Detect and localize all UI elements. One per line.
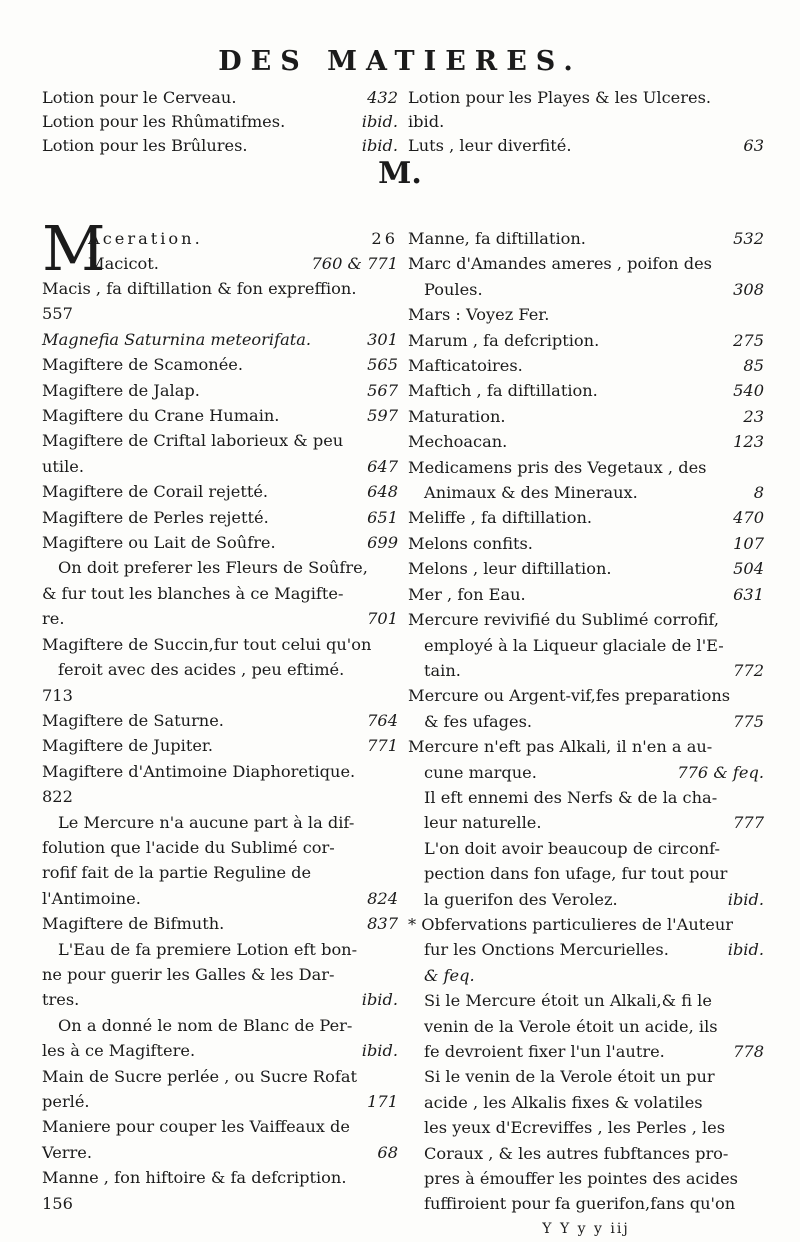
entry-page: ibid. <box>727 889 764 909</box>
entry-page: 107 <box>733 533 764 553</box>
entry-page: 26 <box>371 229 398 248</box>
entry-line <box>42 1013 398 1038</box>
entry-text: fuffiroient pour fa guerifon,fans qu'on <box>424 1194 736 1214</box>
entry-text: * Obfervations particulieres de l'Auteur <box>408 914 733 934</box>
entry-text: ne pour guerir les Galles & les Dar- <box>42 964 335 984</box>
entry-line <box>42 1191 398 1216</box>
entry-page: 308 <box>733 279 764 299</box>
entry-text: employé à la Liqueur glaciale de l'E- <box>424 635 724 655</box>
entry-text: feroit avec des acides , peu eftimé. <box>58 660 345 680</box>
entry-line <box>408 734 764 759</box>
entry-page: 63 <box>743 136 764 155</box>
entry-text: tres. <box>42 990 80 1010</box>
entry-line <box>42 733 398 758</box>
entry-text: Mercure revivifié du Sublimé corrofif, <box>408 610 719 630</box>
entry-line <box>88 251 398 276</box>
entry-page: 171 <box>367 1092 398 1111</box>
entry-text: Maniere pour couper les Vaiffeaux de <box>42 1117 350 1137</box>
entry-line <box>42 581 398 606</box>
entry-line <box>42 708 398 733</box>
entry-text: Si le venin de la Verole étoit un pur <box>424 1067 715 1087</box>
index-column-right <box>408 226 764 1242</box>
entry-text: Lotion pour les Rhûmatifmes. <box>42 112 286 131</box>
entry-line <box>408 328 764 353</box>
entry-line <box>408 1191 764 1216</box>
entry-text: Coraux , & les autres fubftances pro- <box>424 1143 729 1163</box>
entry-page: 764 <box>367 710 398 730</box>
entry-page: 647 <box>367 456 398 476</box>
entry-list <box>408 226 764 1217</box>
entry-line <box>408 134 764 158</box>
entry-text: Magiftere de Saturne. <box>42 710 224 730</box>
entry-page: 301 <box>367 329 398 349</box>
entry-text: Manne, fa diftillation. <box>408 229 586 248</box>
entry-line <box>408 404 764 429</box>
entry-page: 565 <box>367 355 398 375</box>
entry-line <box>408 302 764 327</box>
entry-line <box>408 1141 764 1166</box>
entry-text: Melons confits. <box>408 533 533 553</box>
entry-line <box>42 860 398 885</box>
entry-text: Lotion pour les Brûlures. <box>42 136 248 155</box>
entry-line <box>408 963 764 988</box>
entry-text: Macicot. <box>88 254 159 273</box>
entry-line <box>408 607 764 632</box>
entry-line <box>408 1090 764 1115</box>
entry-page: 648 <box>367 482 398 502</box>
signature-mark: Y Y y y iij <box>542 1220 630 1237</box>
entry-line <box>408 110 764 134</box>
entry-line <box>42 987 398 1012</box>
entry-text: Magiftere de Corail rejetté. <box>42 482 269 502</box>
entry-line <box>42 403 398 428</box>
entry-text: les à ce Magiftere. <box>42 1041 196 1061</box>
entry-text: Lotion pour le Cerveau. <box>42 88 237 107</box>
entry-page: 777 <box>733 813 764 833</box>
entry-line <box>408 709 764 734</box>
entry-line <box>42 911 398 936</box>
entry-line <box>42 657 398 682</box>
entry-text: re. <box>42 609 65 629</box>
entry-text: & fes ufages. <box>424 711 533 731</box>
entry-text: Si le Mercure étoit un Alkali,& fi le <box>424 991 712 1011</box>
entry-line <box>408 836 764 861</box>
entry-text: les yeux d'Ecreviffes , les Perles , les <box>424 1118 726 1138</box>
entry-text: Maturation. <box>408 406 506 426</box>
entry-line <box>408 455 764 480</box>
entry-line <box>42 86 398 110</box>
entry-text: acide , les Alkalis fixes & volatiles <box>424 1092 703 1112</box>
entry-text: Verre. <box>42 1142 92 1162</box>
entry-line <box>408 582 764 607</box>
entry-page: 275 <box>733 330 764 350</box>
entry-text: pection dans fon ufage, fur tout pour <box>424 864 728 884</box>
entry-line <box>408 556 764 581</box>
entry-text: Magiftere ou Lait de Soûfre. <box>42 533 276 553</box>
entry-page: 567 <box>367 380 398 400</box>
entry-text: Luts , leur diverfité. <box>408 136 572 155</box>
entry-page: 837 <box>367 914 398 934</box>
entry-text: Poules. <box>424 279 483 299</box>
entry-text: Magiftere de Scamonée. <box>42 355 244 375</box>
entry-text: & feq. <box>424 965 475 985</box>
entry-line <box>42 962 398 987</box>
entry-line <box>408 810 764 835</box>
entry-text: Aceration. <box>88 229 203 248</box>
entry-line <box>408 480 764 505</box>
entry-line <box>408 277 764 302</box>
entry-text: utile. <box>42 456 85 476</box>
entry-line <box>42 327 398 352</box>
entry-line <box>408 353 764 378</box>
entry-line <box>408 912 764 937</box>
entry-text: cune marque. <box>424 762 537 782</box>
entry-page: 701 <box>367 609 398 629</box>
entry-text: venin de la Verole étoit un acide, ils <box>424 1016 718 1036</box>
entry-text: Meliffe , fa diftillation. <box>408 508 593 528</box>
entry-line <box>42 810 398 835</box>
entry-text: folution que l'acide du Sublimé cor- <box>42 837 335 857</box>
entry-line <box>88 226 398 251</box>
entry-line <box>408 1115 764 1140</box>
entry-line <box>42 479 398 504</box>
entry-page: 540 <box>733 381 764 401</box>
entry-line <box>42 428 398 453</box>
entry-line <box>408 887 764 912</box>
entry-page: 123 <box>733 432 764 452</box>
entry-line <box>408 1064 764 1089</box>
entry-page: 8 <box>753 483 764 503</box>
entry-text: la guerifon des Verolez. <box>424 889 618 909</box>
entry-text: pres à émouffer les pointes des acides <box>424 1169 738 1189</box>
entry-line <box>408 861 764 886</box>
index-column-left <box>42 212 398 1216</box>
entry-page: 432 <box>367 88 398 107</box>
entry-line <box>42 378 398 403</box>
entry-line <box>42 1089 398 1114</box>
entry-text: fe devroient fixer l'un l'autre. <box>424 1042 665 1061</box>
entry-text: Magiftere de Bifmuth. <box>42 914 225 934</box>
entry-text: Main de Sucre perlée , ou Sucre Rofat <box>42 1066 358 1086</box>
entry-page: 775 <box>733 711 764 731</box>
entry-line <box>42 759 398 784</box>
entry-line <box>42 134 398 158</box>
entry-line <box>42 1038 398 1063</box>
entry-text: leur naturelle. <box>424 813 542 833</box>
entry-text: On a donné le nom de Blanc de Per- <box>58 1015 353 1035</box>
entry-line <box>408 251 764 276</box>
entry-page: 68 <box>377 1142 398 1162</box>
entry-text: 822 <box>42 787 73 807</box>
entry-line <box>408 1039 764 1064</box>
entry-line <box>408 1166 764 1191</box>
entry-text: Macis , fa diftillation & fon expreffion. <box>42 279 357 298</box>
entry-text: L'on doit avoir beaucoup de circonf- <box>424 838 721 858</box>
entry-text: Medicamens pris des Vegetaux , des <box>408 457 707 477</box>
entry-text: Melons , leur diftillation. <box>408 559 612 579</box>
entry-text: perlé. <box>42 1092 90 1111</box>
entry-text: Mer , fon Eau. <box>408 584 526 604</box>
entry-page: 470 <box>733 508 764 528</box>
entry-page: 778 <box>733 1042 764 1061</box>
entry-page: 699 <box>367 533 398 553</box>
entry-text: Il eft ennemi des Nerfs & de la cha- <box>424 787 718 807</box>
entry-line <box>408 937 764 962</box>
entry-text: Mafticatoires. <box>408 356 523 376</box>
entry-line <box>408 429 764 454</box>
entry-text: Maftich , fa diftillation. <box>408 381 598 401</box>
entry-page: 771 <box>367 736 398 756</box>
entry-text: ibid. <box>408 112 445 131</box>
entry-line <box>42 683 398 708</box>
entry-line <box>42 606 398 631</box>
entry-page: 776 & feq. <box>677 762 764 782</box>
entry-page: ibid. <box>361 136 398 155</box>
entry-line <box>42 505 398 530</box>
entry-line <box>42 937 398 962</box>
entry-text: fur les Onctions Mercurielles. <box>424 940 669 960</box>
entry-line <box>408 633 764 658</box>
section-letter: M. <box>378 156 422 191</box>
entry-text: Magiftere de Criftal laborieux & peu <box>42 431 344 451</box>
entry-text: Mars : Voyez Fer. <box>408 305 550 325</box>
top-entries-left <box>42 86 398 158</box>
entry-text: Magiftere de Jupiter. <box>42 736 214 756</box>
entry-page: 631 <box>733 584 764 604</box>
entry-line <box>408 785 764 810</box>
entry-text: Magiftere d'Antimoine Diaphoretique. <box>42 761 356 781</box>
entry-line <box>408 760 764 785</box>
entry-text: 557 <box>42 304 73 324</box>
entry-line <box>408 531 764 556</box>
entry-text: rofif fait de la partie Reguline de <box>42 863 312 883</box>
entry-line <box>42 886 398 911</box>
entry-line <box>42 352 398 377</box>
entry-line <box>42 632 398 657</box>
entry-page: 772 <box>733 660 764 680</box>
entry-line <box>408 1014 764 1039</box>
entry-line <box>42 555 398 580</box>
running-head: DES MATIERES. <box>218 46 582 77</box>
entry-line <box>408 378 764 403</box>
entry-line <box>42 301 398 326</box>
top-entries-right <box>408 86 764 158</box>
entry-line <box>408 86 764 110</box>
entry-page: 23 <box>743 406 764 426</box>
entry-text: l'Antimoine. <box>42 888 141 908</box>
drop-cap: M <box>42 212 106 285</box>
entry-text: Lotion pour les Playes & les Ulceres. <box>408 88 712 107</box>
entry-page: 504 <box>733 559 764 579</box>
entry-text: Mercure ou Argent-vif,fes preparations <box>408 686 731 706</box>
entry-page: 597 <box>367 406 398 426</box>
entry-text: Mercure n'eft pas Alkali, il n'en a au- <box>408 737 713 757</box>
entry-text: Mechoacan. <box>408 432 508 452</box>
entry-line <box>408 683 764 708</box>
entry-page: 651 <box>367 507 398 527</box>
entry-line <box>408 988 764 1013</box>
entry-line <box>42 1064 398 1089</box>
entry-page: 532 <box>733 229 764 248</box>
entry-line <box>408 505 764 530</box>
entry-line <box>42 1165 398 1190</box>
entry-line <box>408 226 764 251</box>
entry-text: Manne , fon hiftoire & fa defcription. <box>42 1168 347 1188</box>
entry-line <box>42 1140 398 1165</box>
entry-text: Magnefia Saturnina meteorifata. <box>42 329 312 349</box>
first-entry <box>42 212 398 285</box>
entry-text: Magiftere de Succin,fur tout celui qu'on <box>42 634 372 654</box>
entry-line <box>42 110 398 134</box>
entry-line <box>42 454 398 479</box>
entry-text: Le Mercure n'a aucune part à la dif- <box>58 812 355 832</box>
entry-page: 85 <box>743 356 764 376</box>
entry-text: Marc d'Amandes ameres , poifon des <box>408 254 712 274</box>
entry-text: & fur tout les blanches à ce Magifte- <box>42 583 344 603</box>
entry-text: Animaux & des Mineraux. <box>424 483 638 503</box>
entry-text: Magiftere de Jalap. <box>42 380 200 400</box>
entry-text: 713 <box>42 685 73 705</box>
entry-text: On doit preferer les Fleurs de Soûfre, <box>58 558 368 578</box>
entry-page: ibid. <box>361 1041 398 1061</box>
entry-text: L'Eau de fa premiere Lotion eft bon- <box>58 939 358 959</box>
entry-text: Magiftere du Crane Humain. <box>42 406 280 426</box>
entry-text: Marum , fa defcription. <box>408 330 600 350</box>
entry-line <box>42 1114 398 1139</box>
entry-text: 156 <box>42 1193 73 1213</box>
entry-page: ibid. <box>361 990 398 1010</box>
entry-page: ibid. <box>361 112 398 131</box>
entry-list <box>42 276 398 1216</box>
entry-text: Magiftere de Perles rejetté. <box>42 507 269 527</box>
entry-line <box>42 835 398 860</box>
entry-line <box>42 530 398 555</box>
entry-page: 824 <box>367 888 398 908</box>
entry-page: 760 & 771 <box>311 254 398 273</box>
entry-line <box>42 784 398 809</box>
entry-page: ibid. <box>727 940 764 960</box>
entry-line <box>408 658 764 683</box>
entry-text: tain. <box>424 660 461 680</box>
